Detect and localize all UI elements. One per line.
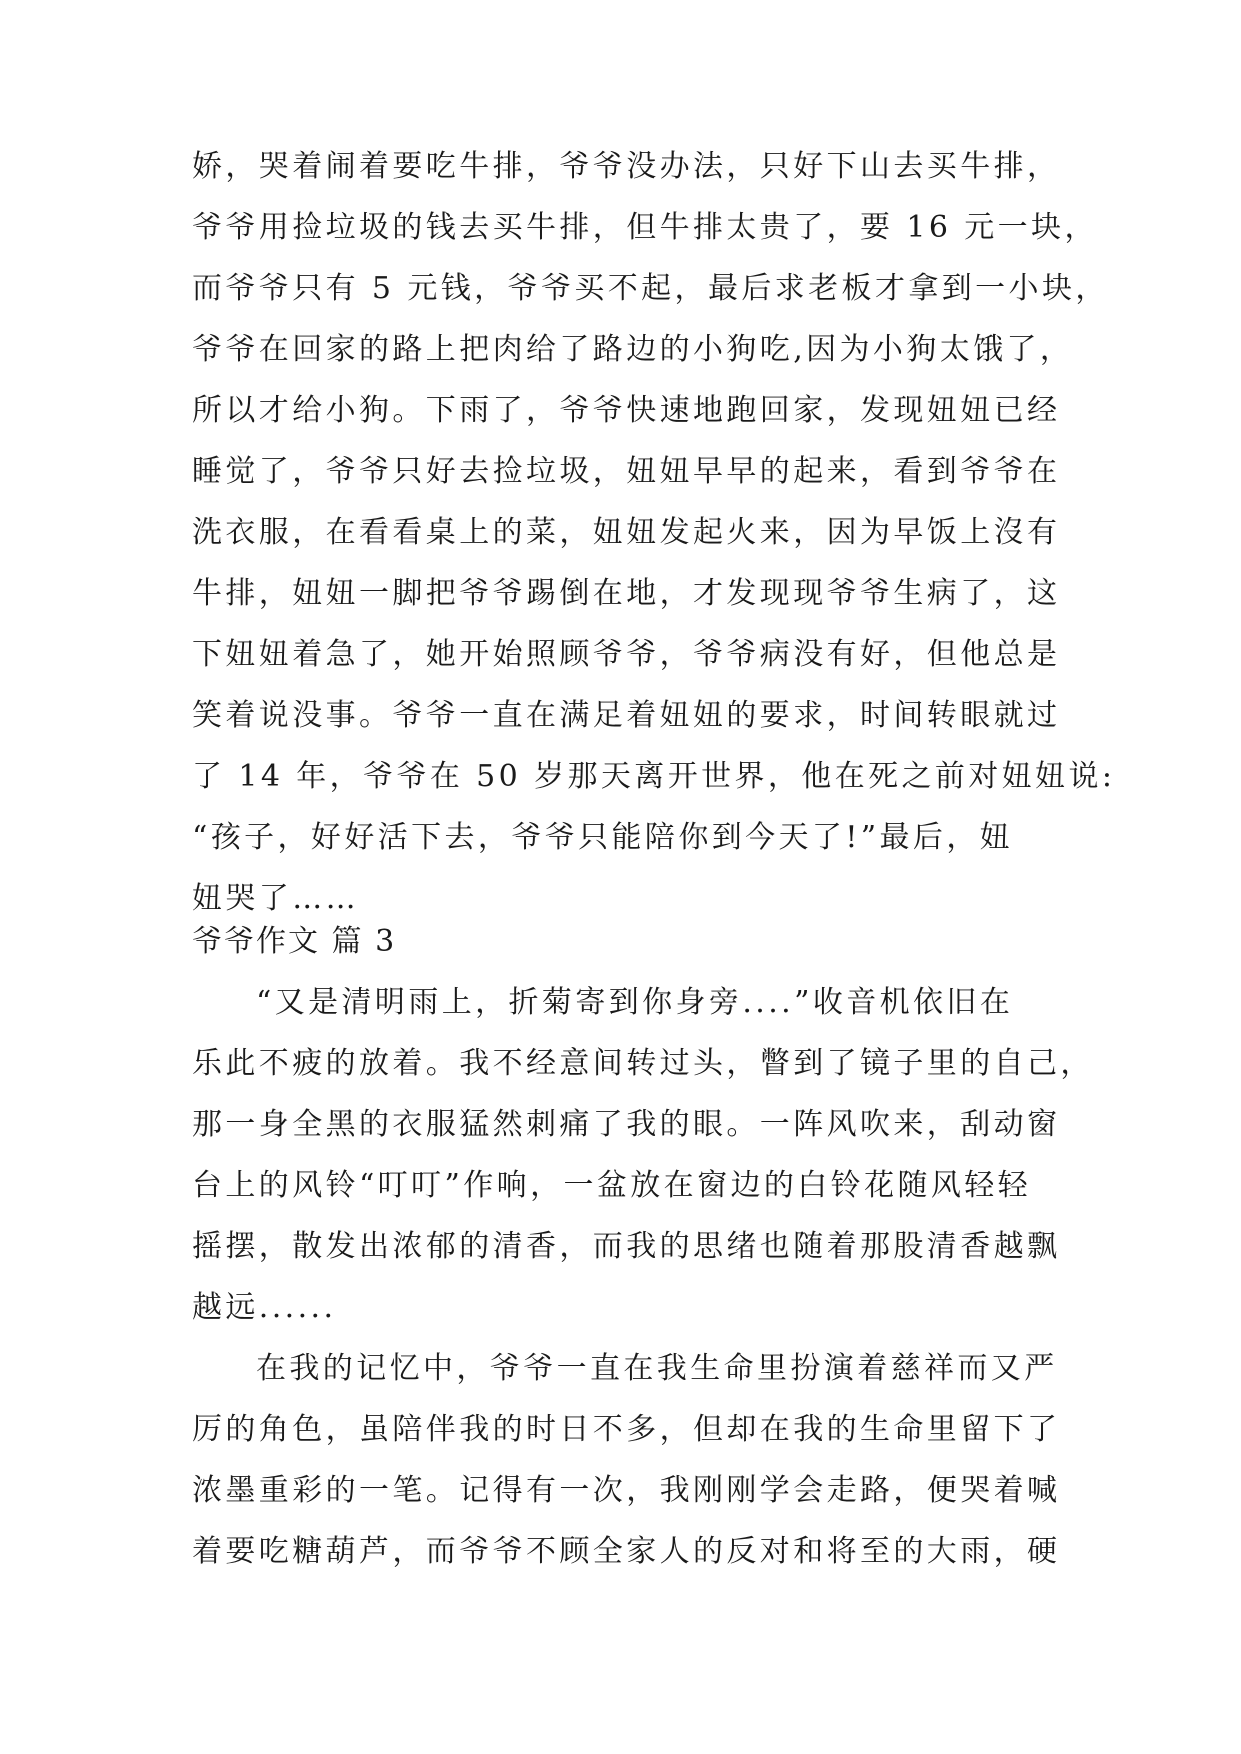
paragraph-line: 下妞妞着急了，她开始照顾爷爷，爷爷病没有好，但他总是 bbox=[192, 637, 1061, 672]
paragraph-line: 越远...... bbox=[192, 1290, 337, 1325]
paragraph-line: 爷爷用捡垃圾的钱去买牛排，但牛排太贵了，要 16 元一块， bbox=[192, 210, 1098, 245]
paragraph-line: 而爷爷只有 5 元钱，爷爷买不起，最后求老板才拿到一小块， bbox=[192, 271, 1109, 306]
paragraph-line: 牛排，妞妞一脚把爷爷踢倒在地，才发现现爷爷生病了，这 bbox=[192, 576, 1061, 611]
paragraph-line: “又是清明雨上，折菊寄到你身旁....”收音机依旧在 bbox=[256, 985, 1014, 1020]
paragraph-line: 笑着说没事。爷爷一直在满足着妞妞的要求，时间转眼就过 bbox=[192, 698, 1061, 733]
paragraph-line: 妞哭了…… bbox=[192, 881, 359, 916]
paragraph-line: 爷爷在回家的路上把肉给了路边的小狗吃,因为小狗太饿了， bbox=[192, 332, 1074, 367]
paragraph-line: 乐此不疲的放着。我不经意间转过头，瞥到了镜子里的自己， bbox=[192, 1046, 1094, 1081]
paragraph-line: 浓墨重彩的一笔。记得有一次，我刚刚学会走路，便哭着喊 bbox=[192, 1473, 1061, 1508]
paragraph-line: “孩子，好好活下去，爷爷只能陪你到今天了!”最后，妞 bbox=[192, 820, 1014, 855]
paragraph-line: 摇摆，散发出浓郁的清香，而我的思绪也随着那股清香越飘 bbox=[192, 1229, 1061, 1264]
paragraph-line: 那一身全黑的衣服猛然刺痛了我的眼。一阵风吹来，刮动窗 bbox=[192, 1107, 1061, 1142]
paragraph-line: 所以才给小狗。下雨了，爷爷快速地跑回家，发现妞妞已经 bbox=[192, 393, 1061, 428]
paragraph-line: 厉的角色，虽陪伴我的时日不多，但却在我的生命里留下了 bbox=[192, 1412, 1061, 1447]
section-heading: 爷爷作文 篇 3 bbox=[192, 924, 397, 959]
paragraph-line: 着要吃糖葫芦，而爷爷不顾全家人的反对和将至的大雨，硬 bbox=[192, 1534, 1061, 1569]
paragraph-line: 了 14 年，爷爷在 50 岁那天离开世界，他在死之前对妞妞说: bbox=[192, 759, 1116, 794]
paragraph-line: 台上的风铃“叮叮”作响，一盆放在窗边的白铃花随风轻轻 bbox=[192, 1168, 1032, 1203]
paragraph-line: 洗衣服，在看看桌上的菜，妞妞发起火来，因为早饭上沒有 bbox=[192, 515, 1061, 550]
paragraph-line: 娇，哭着闹着要吃牛排，爷爷没办法，只好下山去买牛排， bbox=[192, 149, 1061, 184]
paragraph-line: 在我的记忆中，爷爷一直在我生命里扮演着慈祥而又严 bbox=[256, 1351, 1058, 1386]
paragraph-line: 睡觉了，爷爷只好去捡垃圾，妞妞早早的起来，看到爷爷在 bbox=[192, 454, 1061, 489]
